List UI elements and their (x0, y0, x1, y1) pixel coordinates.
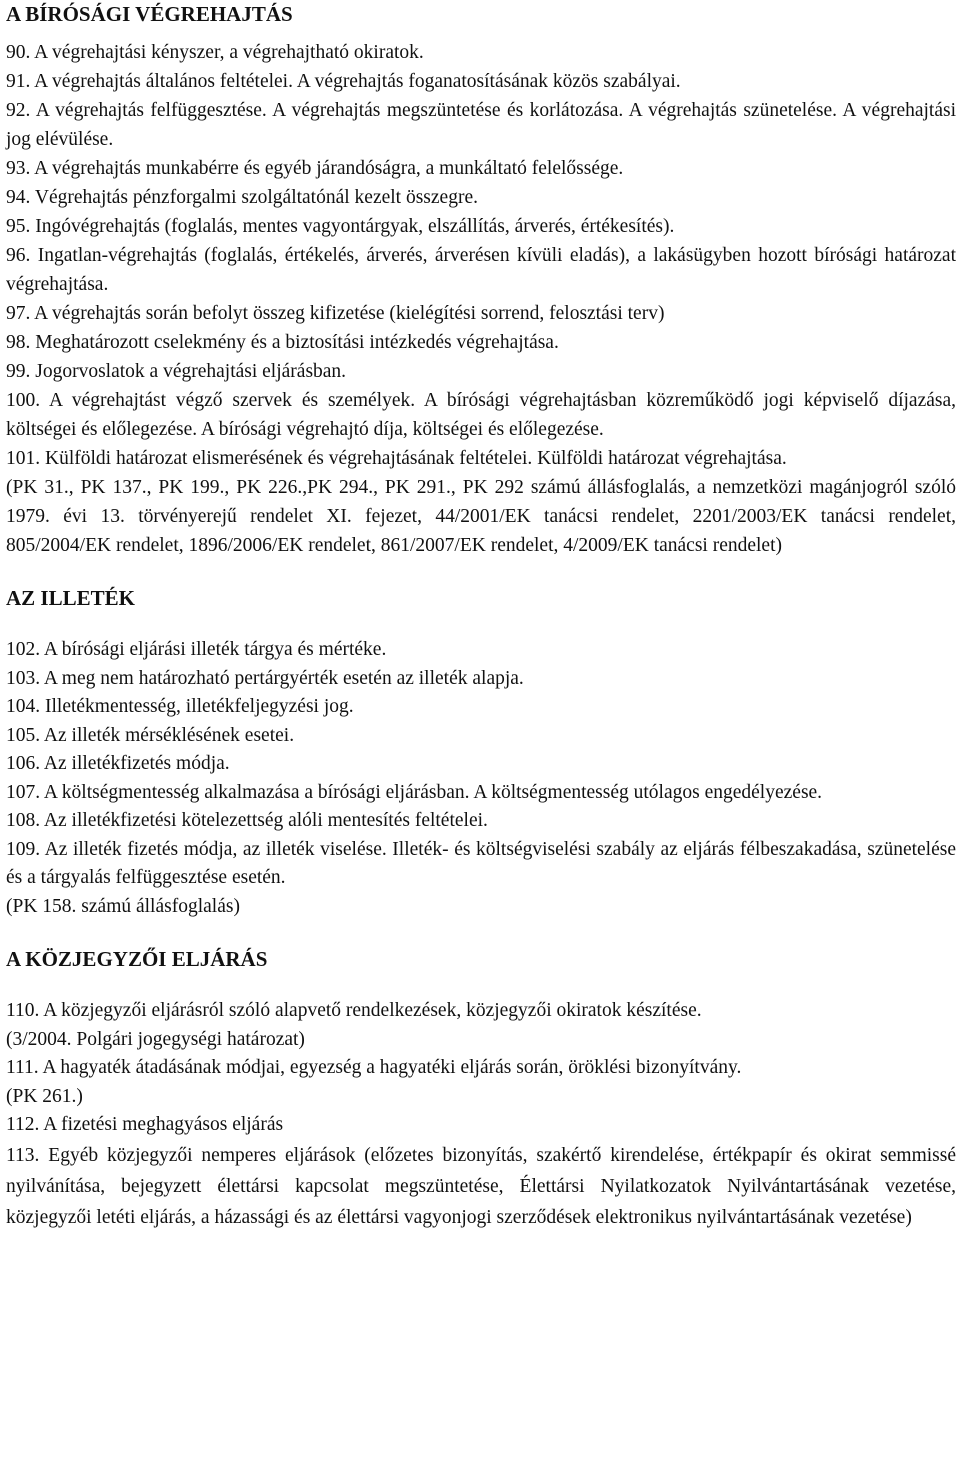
section-title-kozjegyzoi-eljaras: A KÖZJEGYZŐI ELJÁRÁS (6, 947, 268, 971)
reference-note: (PK 31., PK 137., PK 199., PK 226.,PK 294., PK 291., PK 292 számú állásfoglalás, a nemzetközi magánjogról szóló 1979. évi 13. törvényerejű rendelet XI. fejezet, 44/2001/EK tanácsi rendelet, 2201/2003/EK tanácsi rendelet, 805/2004/EK rendelet, 1896/2006/EK rendelet, 861/2007/EK rendelet, 4/2009/EK tanácsi rendelet) (6, 477, 956, 556)
reference-note: (PK 158. számú állásfoglalás) (6, 895, 240, 917)
list-item: 93. A végrehajtás munkabérre és egyéb járandóságra, a munkáltató felelőssége. (6, 158, 624, 179)
reference-note: (PK 261.) (6, 1085, 83, 1107)
list-item: 96. Ingatlan-végrehajtás (foglalás, értékelés, árverés, árverésen kívüli eladás), a lakásügyben hozott bírósági határozat végrehajtása. (6, 245, 956, 295)
list-item: 110. A közjegyzői eljárásról szóló alapvető rendelkezések, közjegyzői okiratok készítése. (6, 1000, 702, 1021)
list-item: 97. A végrehajtás során befolyt összeg kifizetése (kielégítési sorrend, felosztási terv) (6, 303, 665, 324)
section-title-birosagi-vegrehajtas: A BÍRÓSÁGI VÉGREHAJTÁS (6, 2, 293, 26)
list-item: 90. A végrehajtási kényszer, a végrehajtható okiratok. (6, 42, 424, 63)
list-item: 107. A költségmentesség alkalmazása a bírósági eljárásban. A költségmentesség utólagos engedélyezése. (6, 781, 823, 803)
list-item: 112. A fizetési meghagyásos eljárás (6, 1114, 284, 1135)
list-item: 99. Jogorvoslatok a végrehajtási eljárásban. (6, 361, 347, 382)
spacer (6, 612, 956, 636)
list-item: 91. A végrehajtás általános feltételei. A végrehajtás foganatosításának közös szabályai. (6, 71, 681, 92)
list-item: 100. A végrehajtást végző szervek és személyek. A bírósági végrehajtásban közreműködő jogi képviselő díjazása, költségei és előlegezése. A bírósági végrehajtó díja, költségei és előlegezése. (6, 390, 956, 440)
list-item: 105. Az illeték mérséklésének esetei. (6, 724, 295, 746)
list-item: 95. Ingóvégrehajtás (foglalás, mentes vagyontárgyak, elszállítás, árverés, értékesítés). (6, 216, 675, 237)
list-item: 106. Az illetékfizetés módja. (6, 753, 230, 774)
spacer (6, 28, 956, 38)
list-item: 111. A hagyaték átadásának módjai, egyezség a hagyatéki eljárás során, öröklési bizonyítvány. (6, 1057, 742, 1078)
list-item: 104. Illetékmentesség, illetékfeljegyzési jog. (6, 696, 354, 717)
section-title-az-illetek: AZ ILLETÉK (6, 586, 135, 610)
reference-note: (3/2004. Polgári jogegységi határozat) (6, 1028, 305, 1050)
list-item: 102. A bírósági eljárási illeték tárgya és mértéke. (6, 639, 387, 660)
list-item: 113. Egyéb közjegyzői nemperes eljárások (előzetes bizonyítás, szakértő kirendelése, értékpapír és okirat semmissé nyilvánítása, bejegyzett élettársi kapcsolat megszüntetése, Élettársi Nyilatkozatok Nyilvántartásának vezetése, közjegyzői letéti eljárás, a házassági és az élettársi vagyonjogi szerződések elektronikus nyilvántartásának vezetése) (6, 1144, 956, 1228)
list-item: 101. Külföldi határozat elismerésének és végrehajtásának feltételei. Külföldi határozat végrehajtása. (6, 448, 787, 469)
spacer (6, 560, 956, 584)
list-item: 94. Végrehajtás pénzforgalmi szolgáltatónál kezelt összegre. (6, 187, 478, 208)
list-item: 109. Az illeték fizetés módja, az illeték viselése. Illeték- és költségviselési szabály az eljárás félbeszakadása, szünetelése és a tárgyalás felfüggesztése esetén. (6, 838, 956, 888)
list-item: 92. A végrehajtás felfüggesztése. A végrehajtás megszüntetése és korlátozása. A végrehajtás szünetelése. A végrehajtási jog elévülése. (6, 100, 956, 150)
list-item: 108. Az illetékfizetési kötelezettség alóli mentesítés feltételei. (6, 810, 488, 831)
spacer (6, 921, 956, 945)
list-item: 103. A meg nem határozható pertárgyérték esetén az illeték alapja. (6, 667, 524, 689)
spacer (6, 973, 956, 997)
list-item: 98. Meghatározott cselekmény és a biztosítási intézkedés végrehajtása. (6, 332, 559, 353)
